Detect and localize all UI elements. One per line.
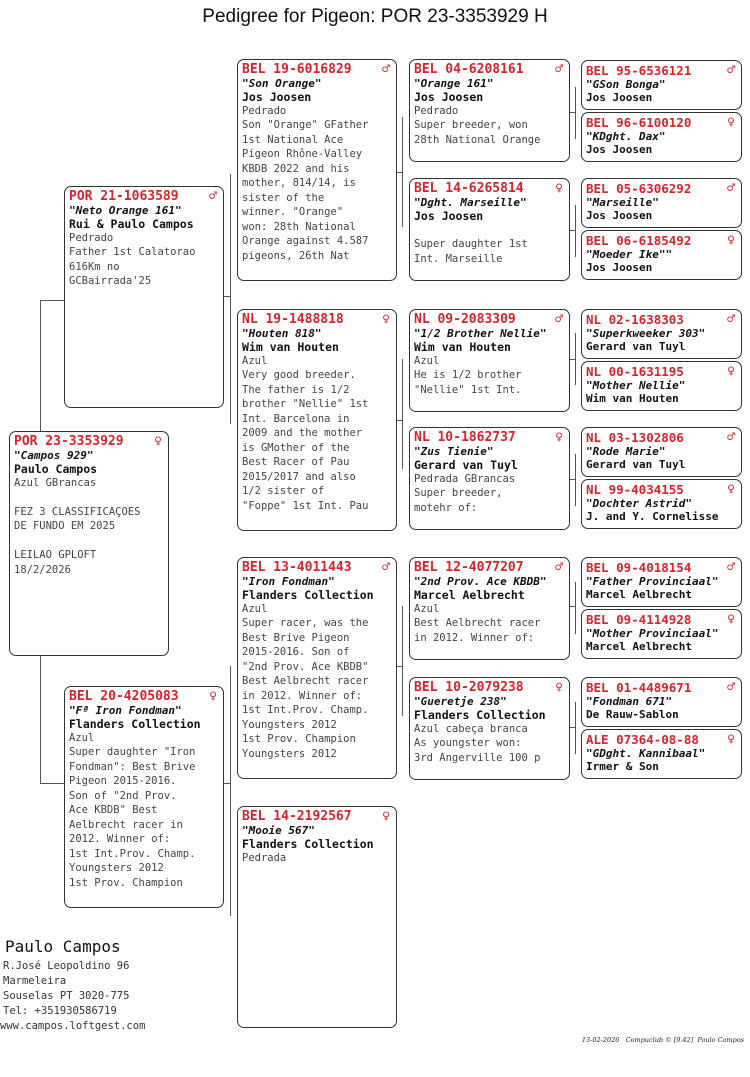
pigeon-notes: Super daughter 1st Int. Marseille bbox=[414, 238, 528, 265]
pigeon-name: "Iron Fondman" bbox=[242, 575, 335, 588]
owner-name: Jos Joosen bbox=[242, 90, 312, 104]
pigeon-name: "KDght. Dax" bbox=[586, 130, 666, 143]
pigeon-name: "Neto Orange 161" bbox=[69, 204, 182, 217]
owner-name: Jos Joosen bbox=[586, 261, 653, 274]
pigeon-card-gen4[interactable] bbox=[581, 309, 742, 359]
male-icon: ♂ bbox=[727, 63, 735, 78]
pigeon-notes: Best Aelbrecht racer in 2012. Winner of: bbox=[414, 617, 541, 644]
breeder-name: Paulo Campos bbox=[5, 937, 121, 956]
female-icon: ♀ bbox=[727, 364, 735, 379]
connector-line bbox=[230, 174, 231, 424]
ring-number: BEL 96-6100120 bbox=[586, 115, 692, 130]
breeder-city: Souselas PT 3020-775 bbox=[3, 990, 130, 1002]
female-icon: ♀ bbox=[555, 430, 563, 445]
pigeon-card-gen4[interactable] bbox=[581, 427, 742, 477]
pigeon-notes: Super breeder, won 28th National Orange bbox=[414, 119, 541, 146]
female-icon: ♀ bbox=[555, 181, 563, 196]
owner-name: Gerard van Tuyl bbox=[414, 458, 518, 472]
connector-line bbox=[397, 666, 403, 667]
ring-number: POR 23-3353929 bbox=[14, 434, 124, 449]
connector-line bbox=[570, 359, 576, 360]
connector-line bbox=[397, 172, 403, 173]
pigeon-name: "Dght. Marseille" bbox=[414, 196, 527, 209]
breeder-address: R.José Leopoldino 96 bbox=[3, 960, 130, 972]
page-title: Pedigree for Pigeon: POR 23-3353929 H bbox=[202, 6, 548, 27]
owner-name: Flanders Collection bbox=[414, 708, 546, 722]
pigeon-name: "Mother Nellie" bbox=[586, 379, 686, 392]
pigeon-card-gen3[interactable] bbox=[409, 557, 570, 660]
pigeon-card-gen4[interactable] bbox=[581, 60, 742, 110]
ring-number: BEL 09-4018154 bbox=[586, 560, 692, 575]
female-icon: ♀ bbox=[382, 809, 390, 824]
owner-name: Paulo Campos bbox=[14, 462, 98, 476]
pigeon-name: "GSon Bonga" bbox=[586, 78, 666, 91]
pigeon-color: Pedrado bbox=[242, 105, 287, 117]
connector-line bbox=[575, 582, 576, 634]
owner-name: Flanders Collection bbox=[69, 717, 201, 731]
owner-name: Jos Joosen bbox=[586, 91, 653, 104]
pigeon-name: "Fondman 671" bbox=[586, 695, 673, 708]
male-icon: ♂ bbox=[727, 181, 735, 196]
breeder-phone: Tel: +351930586719 bbox=[3, 1005, 117, 1017]
pigeon-card-gen2[interactable] bbox=[237, 806, 397, 1028]
pigeon-name: "1/2 Brother Nellie" bbox=[414, 327, 547, 340]
pigeon-color: Azul bbox=[414, 603, 440, 615]
pigeon-color: Azul bbox=[69, 732, 95, 744]
pigeon-card-gen4[interactable] bbox=[581, 230, 742, 280]
owner-name: Gerard van Tuyl bbox=[586, 458, 686, 471]
ring-number: BEL 19-6016829 bbox=[242, 62, 352, 77]
pigeon-card-gen4[interactable] bbox=[581, 557, 742, 607]
owner-name: Wim van Houten bbox=[414, 340, 511, 354]
ring-number: NL 00-1631195 bbox=[586, 364, 684, 379]
male-icon: ♂ bbox=[727, 312, 735, 327]
male-icon: ♂ bbox=[727, 430, 735, 445]
ring-number: BEL 05-6306292 bbox=[586, 181, 692, 196]
ring-number: NL 10-1862737 bbox=[414, 430, 516, 445]
pigeon-card-sire[interactable] bbox=[64, 186, 224, 408]
pigeon-name: "Campos 929" bbox=[14, 449, 94, 462]
female-icon: ♀ bbox=[154, 434, 162, 449]
owner-name: Irmer & Son bbox=[586, 760, 659, 773]
ring-number: BEL 12-4077207 bbox=[414, 560, 524, 575]
pigeon-color: Azul bbox=[242, 603, 268, 615]
pigeon-notes: He is 1/2 brother "Nellie" 1st Int. bbox=[414, 369, 522, 396]
female-icon: ♀ bbox=[727, 233, 735, 248]
pigeon-card-gen3[interactable] bbox=[409, 59, 570, 162]
pigeon-name: "Son Orange" bbox=[242, 77, 322, 90]
female-icon: ♀ bbox=[727, 732, 735, 747]
ring-number: BEL 14-6265814 bbox=[414, 181, 524, 196]
connector-line bbox=[402, 359, 403, 469]
male-icon: ♂ bbox=[555, 560, 563, 575]
female-icon: ♀ bbox=[209, 689, 217, 704]
male-icon: ♂ bbox=[555, 62, 563, 77]
pigeon-name: "Orange 161" bbox=[414, 77, 494, 90]
owner-name: Wim van Houten bbox=[242, 340, 339, 354]
pigeon-card-gen4[interactable] bbox=[581, 609, 742, 659]
owner-name: Flanders Collection bbox=[242, 588, 374, 602]
owner-name: J. and Y. Cornelisse bbox=[586, 510, 719, 523]
ring-number: BEL 20-4205083 bbox=[69, 689, 179, 704]
pigeon-name: "Gueretje 238" bbox=[414, 695, 507, 708]
pigeon-name: "Fª Iron Fondman" bbox=[69, 704, 182, 717]
pigeon-name: "2nd Prov. Ace KBDB" bbox=[414, 575, 547, 588]
owner-name: Wim van Houten bbox=[586, 392, 679, 405]
pigeon-card-gen4[interactable] bbox=[581, 361, 742, 411]
ring-number: BEL 14-2192567 bbox=[242, 809, 352, 824]
ring-number: NL 19-1488818 bbox=[242, 312, 344, 327]
connector-line bbox=[575, 87, 576, 139]
female-icon: ♀ bbox=[555, 680, 563, 695]
female-icon: ♀ bbox=[727, 115, 735, 130]
pigeon-notes: Son "Orange" GFather 1st National Ace Pigeon Rhône-Valley KBDB 2022 and his mother, 814/14, is sister of the winner. "Orange" won: 28th National Orange against 4.587 pigeons, 26th Nat bbox=[242, 119, 369, 262]
owner-name: Jos Joosen bbox=[586, 209, 653, 222]
ring-number: BEL 10-2079238 bbox=[414, 680, 524, 695]
owner-name: Flanders Collection bbox=[242, 837, 374, 851]
owner-name: Jos Joosen bbox=[414, 209, 484, 223]
connector-line bbox=[224, 783, 231, 784]
owner-name: Rui & Paulo Campos bbox=[69, 217, 194, 231]
connector-line bbox=[570, 479, 576, 480]
connector-line bbox=[40, 300, 66, 301]
ring-number: ALE 07364-08-88 bbox=[586, 732, 699, 747]
pigeon-color bbox=[414, 223, 565, 237]
connector-line bbox=[402, 606, 403, 716]
pigeon-name: "Mooie 567" bbox=[242, 824, 315, 837]
pigeon-card-dam[interactable] bbox=[64, 686, 224, 908]
connector-line bbox=[575, 454, 576, 506]
male-icon: ♂ bbox=[382, 560, 390, 575]
pigeon-name: "Houten 818" bbox=[242, 327, 322, 340]
female-icon: ♀ bbox=[727, 482, 735, 497]
pigeon-card-subject[interactable] bbox=[9, 431, 169, 656]
pigeon-notes: Super breeder, motehr of: bbox=[414, 487, 503, 514]
connector-line bbox=[40, 783, 66, 784]
pigeon-name: "Father Provinciaal" bbox=[586, 575, 719, 588]
connector-line bbox=[575, 702, 576, 754]
pigeon-card-gen4[interactable] bbox=[581, 479, 742, 529]
pigeon-card-gen3[interactable] bbox=[409, 427, 570, 530]
breeder-locality: Marmeleira bbox=[3, 975, 67, 987]
pigeon-color: Azul GBrancas bbox=[14, 477, 97, 489]
ring-number: BEL 04-6208161 bbox=[414, 62, 524, 77]
pigeon-color: Pedrada bbox=[242, 852, 287, 864]
pigeon-name: "GDght. Kannibaal" bbox=[586, 747, 706, 760]
pigeon-notes: Father 1st Calatorao 616Km no GCBairrada'25 bbox=[69, 246, 196, 287]
male-icon: ♂ bbox=[382, 62, 390, 77]
pigeon-card-gen4[interactable] bbox=[581, 112, 742, 162]
owner-name: Marcel Aelbrecht bbox=[414, 588, 525, 602]
male-icon: ♂ bbox=[727, 680, 735, 695]
ring-number: POR 21-1063589 bbox=[69, 189, 179, 204]
connector-line bbox=[230, 666, 231, 916]
ring-number: BEL 06-6185492 bbox=[586, 233, 692, 248]
pigeon-card-gen2[interactable] bbox=[237, 309, 397, 531]
breeder-website[interactable]: www.campos.loftgest.com bbox=[0, 1020, 146, 1032]
owner-name: Jos Joosen bbox=[414, 90, 484, 104]
pigeon-card-gen2[interactable] bbox=[237, 59, 397, 281]
pigeon-name: "Dochter Astrid" bbox=[586, 497, 692, 510]
pigeon-name: "Rode Marie" bbox=[586, 445, 666, 458]
pigeon-notes: As youngster won: 3rd Angerville 100 p bbox=[414, 737, 541, 764]
owner-name: Jos Joosen bbox=[586, 143, 653, 156]
pigeon-color: Azul bbox=[242, 355, 268, 367]
pigeon-name: "Superkweeker 303" bbox=[586, 327, 706, 340]
pigeon-card-gen4[interactable] bbox=[581, 677, 742, 727]
pigeon-color: Pedrado bbox=[414, 105, 459, 117]
owner-name: Gerard van Tuyl bbox=[586, 340, 686, 353]
print-credits: 13-02-2026 Compuclub © [9.42] Paulo Campos bbox=[581, 1036, 744, 1044]
pigeon-card-gen4[interactable] bbox=[581, 178, 742, 228]
connector-line bbox=[570, 606, 576, 607]
pigeon-card-gen3[interactable] bbox=[409, 677, 570, 780]
pigeon-name: "Marseille" bbox=[586, 196, 659, 209]
connector-line bbox=[575, 205, 576, 257]
pigeon-color: Pedrado bbox=[69, 232, 114, 244]
connector-line bbox=[570, 230, 576, 231]
connector-line bbox=[570, 112, 576, 113]
female-icon: ♀ bbox=[382, 312, 390, 327]
pigeon-color: Azul bbox=[414, 355, 440, 367]
owner-name: Marcel Aelbrecht bbox=[586, 588, 692, 601]
pigeon-notes: Very good breeder. The father is 1/2 brother "Nellie" 1st Int. Barcelona in 2009 and the mother is GMother of the Best Racer of Pau 2015/2017 and also 1/2 sister of "Foppe" 1st Int. Pau bbox=[242, 369, 369, 512]
connector-line bbox=[40, 300, 41, 431]
pigeon-card-gen4[interactable] bbox=[581, 729, 742, 779]
ring-number: BEL 13-4011443 bbox=[242, 560, 352, 575]
connector-line bbox=[397, 420, 403, 421]
pigeon-color: Pedrada GBrancas bbox=[414, 473, 516, 485]
owner-name: Marcel Aelbrecht bbox=[586, 640, 692, 653]
ring-number: NL 09-2083309 bbox=[414, 312, 516, 327]
pigeon-color: Azul cabeça branca bbox=[414, 723, 528, 735]
pigeon-name: "Mother Provinciaal" bbox=[586, 627, 719, 640]
connector-line bbox=[224, 296, 231, 297]
pigeon-name: "Zus Tienie" bbox=[414, 445, 494, 458]
owner-name: De Rauw-Sablon bbox=[586, 708, 679, 721]
male-icon: ♂ bbox=[727, 560, 735, 575]
male-icon: ♂ bbox=[555, 312, 563, 327]
pigeon-name: "Moeder Ike"" bbox=[586, 248, 673, 261]
pigeon-notes: Super racer, was the Best Brive Pigeon 2015-2016. Son of "2nd Prov. Ace KBDB" Best Aelbrecht racer in 2012. Winner of: 1st Int.Prov. Champ. Youngsters 2012 1st Prov. Champion Youngsters 2012 bbox=[242, 617, 369, 760]
connector-line bbox=[570, 727, 576, 728]
pigeon-card-gen2[interactable] bbox=[237, 557, 397, 779]
female-icon: ♀ bbox=[727, 612, 735, 627]
ring-number: NL 03-1302806 bbox=[586, 430, 684, 445]
pigeon-card-gen3[interactable] bbox=[409, 309, 570, 412]
ring-number: BEL 09-4114928 bbox=[586, 612, 692, 627]
male-icon: ♂ bbox=[209, 189, 217, 204]
ring-number: BEL 95-6536121 bbox=[586, 63, 692, 78]
pigeon-notes: FEZ 3 CLASSIFICAÇOES DE FUNDO EM 2025 LEILAO GPLOFT 18/2/2026 bbox=[14, 505, 141, 576]
pigeon-notes: Super daughter "Iron Fondman": Best Brive Pigeon 2015-2016. Son of "2nd Prov. Ace KBDB" Best Aelbrecht racer in 2012. Winner of: 1st Int.Prov. Champ. Youngsters 2012 1st Prov. Champion bbox=[69, 746, 196, 889]
ring-number: NL 99-4034155 bbox=[586, 482, 684, 497]
ring-number: NL 02-1638303 bbox=[586, 312, 684, 327]
pigeon-card-gen3[interactable] bbox=[409, 178, 570, 281]
ring-number: BEL 01-4489671 bbox=[586, 680, 692, 695]
